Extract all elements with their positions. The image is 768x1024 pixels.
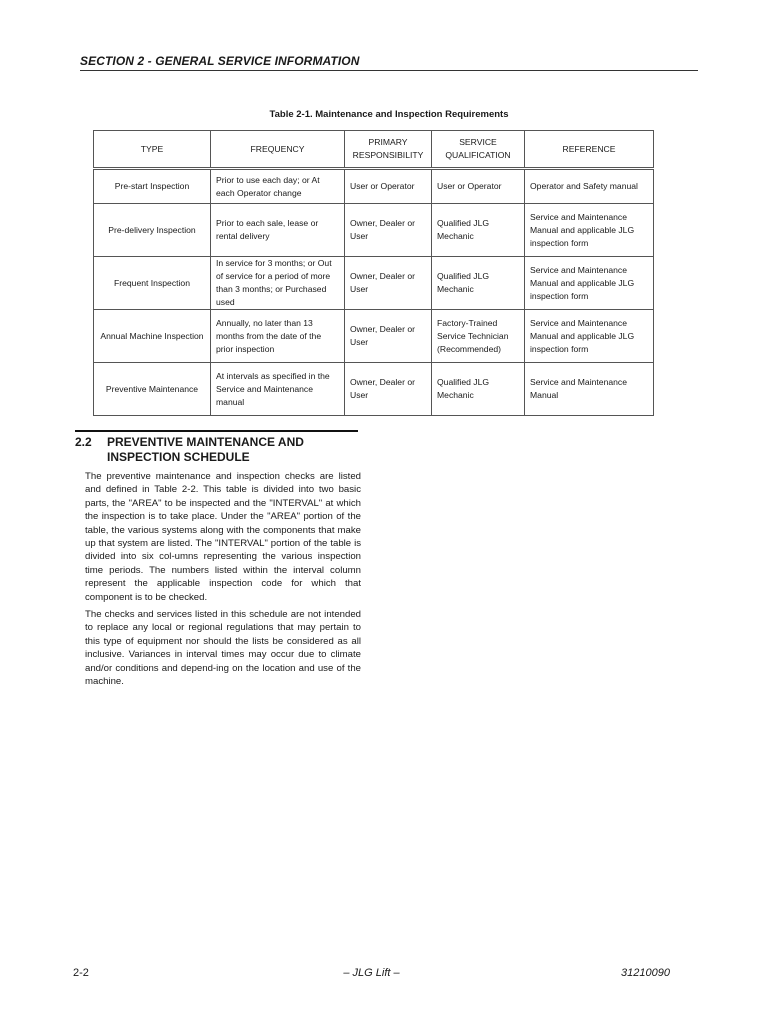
table-row (94, 363, 654, 416)
cell-type: Preventive Maintenance (94, 363, 211, 416)
cell-frequency: Prior to use each day; or At each Operator change (211, 169, 345, 204)
cell-frequency: At intervals as specified in the Service and Maintenance manual (211, 363, 345, 416)
table-row (94, 169, 654, 204)
section-title-text: PREVENTIVE MAINTENANCE AND INSPECTION SCHEDULE (107, 435, 304, 464)
cell-type: Pre-delivery Inspection (94, 204, 211, 257)
page-number: 2-2 (73, 967, 89, 979)
cell-frequency: In service for 3 months; or Out of service for a period of more than 3 months; or Purchased used (211, 257, 345, 310)
cell-qualification: User or Operator (432, 169, 525, 204)
column-header-responsibility: PRIMARY RESPONSIBILITY (345, 131, 432, 169)
cell-frequency: Annually, no later than 13 months from the date of the prior inspection (211, 310, 345, 363)
paragraph: The preventive maintenance and inspection checks are listed and defined in Table 2-2. This table is divided into two basic parts, the "AREA" to be inspected and the "INTERVAL" at which the inspection is to take place. Under the "AREA" portion of the table, the various systems along with the components that make up that system are listed. The "INTERVAL" portion of the table is divided into six col-umns representing the various inspection time periods. The numbers listed within the interval column represent the applicable inspection code for which that component is to be checked. (85, 471, 361, 603)
column-header-frequency: FREQUENCY (211, 131, 345, 169)
cell-type: Annual Machine Inspection (94, 310, 211, 363)
cell-type: Frequent Inspection (94, 257, 211, 310)
cell-reference: Operator and Safety manual (525, 169, 654, 204)
cell-reference: Service and Maintenance Manual and applicable JLG inspection form (525, 310, 654, 363)
table-row (94, 257, 654, 310)
cell-type: Pre-start Inspection (94, 169, 211, 204)
column-header-type: TYPE (94, 131, 211, 169)
table-header-row (94, 131, 654, 169)
cell-responsibility: Owner, Dealer or User (345, 204, 432, 257)
cell-reference: Service and Maintenance Manual and applicable JLG inspection form (525, 204, 654, 257)
section-title: SECTION 2 - GENERAL SERVICE INFORMATION (80, 54, 360, 68)
cell-reference: Service and Maintenance Manual and applicable JLG inspection form (525, 257, 654, 310)
paragraph: The checks and services listed in this schedule are not intended to replace any local or regional regulations that may pertain to this type of equipment nor should the lists be considered as all inclusive. Variances in interval times may occur due to climate and/or conditions and depend-ing on the location and use of the machine. (85, 609, 361, 688)
cell-frequency: Prior to each sale, lease or rental delivery (211, 204, 345, 257)
cell-qualification: Qualified JLG Mechanic (432, 363, 525, 416)
document-number: 31210090 (621, 967, 670, 979)
cell-responsibility: User or Operator (345, 169, 432, 204)
cell-responsibility: Owner, Dealer or User (345, 363, 432, 416)
table-row (94, 204, 654, 257)
cell-qualification: Qualified JLG Mechanic (432, 204, 525, 257)
section-heading (75, 435, 358, 465)
column-header-reference: REFERENCE (525, 131, 654, 169)
section-heading-block (75, 430, 358, 465)
footer-publisher: – JLG Lift – (343, 967, 400, 979)
maintenance-requirements-table (93, 130, 654, 416)
table-caption: Table 2-1. Maintenance and Inspection Requirements (269, 109, 509, 120)
cell-responsibility: Owner, Dealer or User (345, 310, 432, 363)
cell-responsibility: Owner, Dealer or User (345, 257, 432, 310)
page-header (80, 52, 698, 71)
column-header-qualification: SERVICE QUALIFICATION (432, 131, 525, 169)
cell-qualification: Qualified JLG Mechanic (432, 257, 525, 310)
section-body (85, 470, 361, 693)
section-number: 2.2 (75, 435, 92, 449)
section-rule (75, 430, 358, 432)
table-row (94, 310, 654, 363)
cell-qualification: Factory-Trained Service Technician (Recommended) (432, 310, 525, 363)
cell-reference: Service and Maintenance Manual (525, 363, 654, 416)
